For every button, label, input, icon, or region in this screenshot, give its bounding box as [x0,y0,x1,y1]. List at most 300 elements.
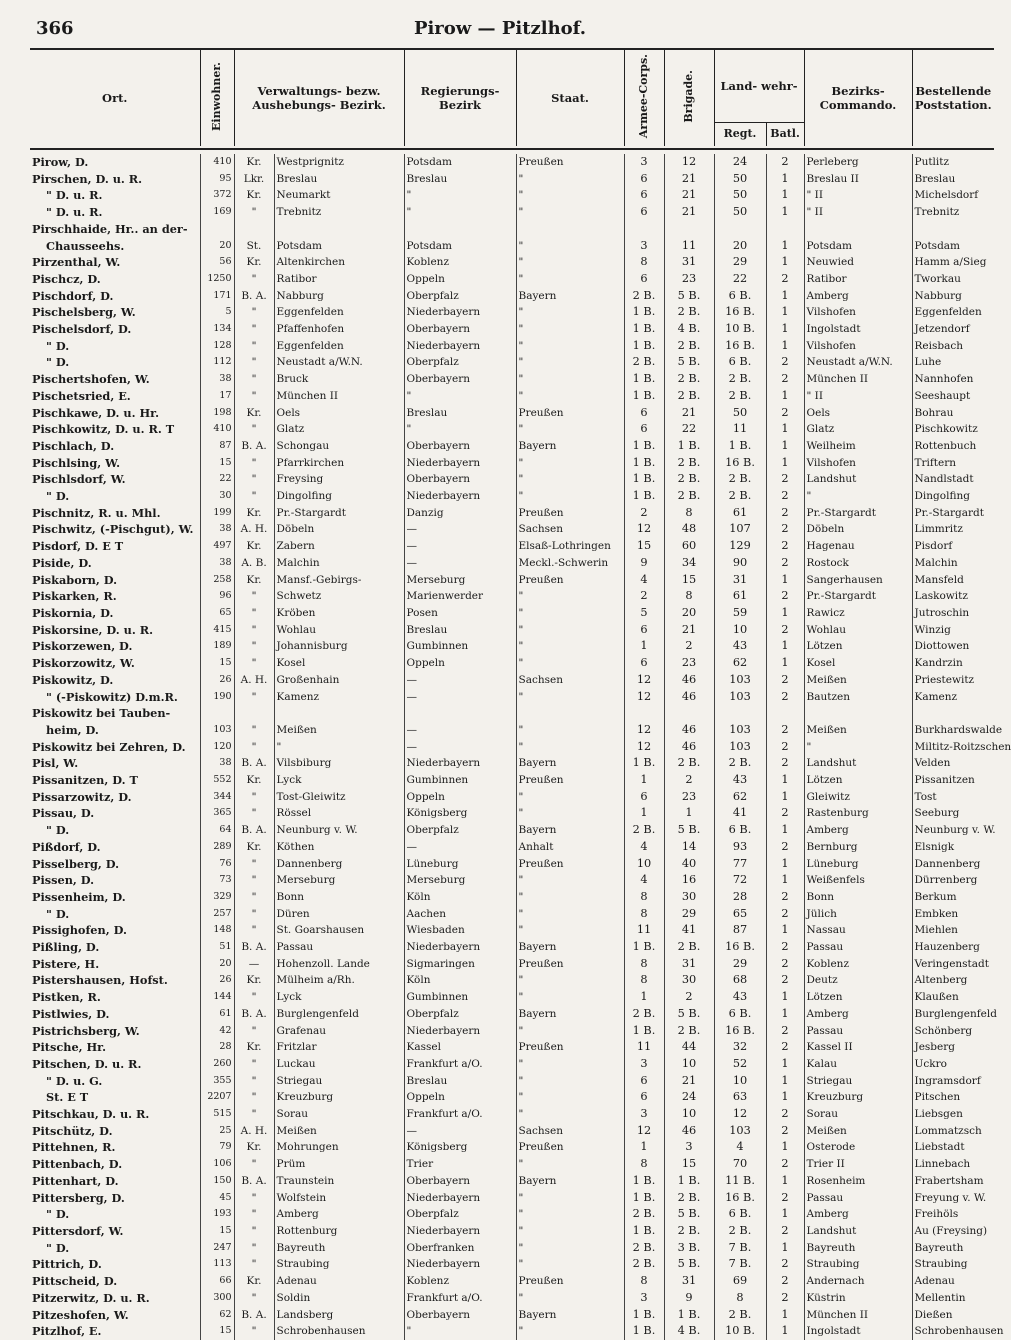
cell-regiment: 10 B. [714,1323,766,1340]
cell-bezirks-commando: Glatz [804,421,912,438]
cell-einwohner: 257 [200,906,234,923]
cell-regiment: 61 [714,505,766,522]
header-rule [30,148,994,150]
cell-armee-corps: 11 [624,922,664,939]
cell-kreis-type: Kr. [234,572,274,589]
cell-regierung: Breslau [404,1073,516,1090]
cell-regiment: 22 [714,271,766,288]
cell-regiment: 29 [714,254,766,271]
cell-bataillon: 1 [766,822,804,839]
cell-ort: Pissanitzen, D. T [32,773,138,788]
cell-poststation: Winzig [912,622,994,639]
cell-poststation: Embken [912,906,994,923]
cell-staat: " [516,1156,624,1173]
cell-verwaltung: Meißen [274,722,404,739]
cell-bezirks-commando: " [804,488,912,505]
cell-ort: Pisselberg, D. [32,856,120,871]
cell-ort: Pirow, D. [32,155,89,169]
cell-einwohner: 497 [200,538,234,555]
cell-bezirks-commando: Kosel [804,655,912,672]
cell-brigade [664,221,714,238]
cell-kreis-type: Kr. [234,1139,274,1156]
cell-armee-corps: 6 [624,622,664,639]
cell-kreis-type: " [234,321,274,338]
cell-armee-corps: 8 [624,1273,664,1290]
cell-poststation: Schönberg [912,1023,994,1040]
cell-staat: Bayern [516,288,624,305]
cell-kreis-type: " [234,455,274,472]
cell-einwohner: 289 [200,839,234,856]
cell-poststation: Kandrzin [912,655,994,672]
cell-bataillon: 2 [766,488,804,505]
cell-kreis-type: " [234,789,274,806]
cell-poststation: Nannhofen [912,371,994,388]
table-row [30,471,994,488]
cell-bataillon: 2 [766,1156,804,1173]
cell-ort: St. E T [46,1090,89,1105]
cell-einwohner: 113 [200,1256,234,1273]
cell-ort: Pittrich, D. [32,1257,102,1272]
cell-bataillon: 1 [766,238,804,255]
cell-bataillon: 2 [766,622,804,639]
cell-armee-corps: 1 B. [624,471,664,488]
cell-bezirks-commando: Neustadt a/W.N. [804,354,912,371]
cell-staat: Preußen [516,1139,624,1156]
cell-staat: " [516,872,624,889]
cell-brigade: 2 B. [664,755,714,772]
cell-bataillon: 1 [766,655,804,672]
cell-brigade: 20 [664,605,714,622]
cell-armee-corps: 12 [624,722,664,739]
cell-regiment: 7 B. [714,1256,766,1273]
cell-bataillon: 1 [766,572,804,589]
cell-brigade: 12 [664,154,714,171]
cell-verwaltung: Merseburg [274,872,404,889]
cell-armee-corps: 1 [624,638,664,655]
cell-ort: Pisdorf, D. E T [32,539,124,554]
cell-einwohner: 415 [200,622,234,639]
cell-verwaltung: Mülheim a/Rh. [274,972,404,989]
cell-regiment: 6 B. [714,1206,766,1223]
cell-regiment: 10 B. [714,321,766,338]
cell-regiment: 59 [714,605,766,622]
cell-regiment: 50 [714,405,766,422]
cell-verwaltung: Großenhain [274,672,404,689]
cell-armee-corps: 6 [624,1089,664,1106]
cell-bezirks-commando: Neuwied [804,254,912,271]
cell-einwohner: 64 [200,822,234,839]
cell-bataillon: 2 [766,1023,804,1040]
cell-brigade: 29 [664,906,714,923]
table-row [30,338,994,355]
cell-armee-corps: 3 [624,1056,664,1073]
cell-verwaltung: Kröben [274,605,404,622]
cell-verwaltung: Sorau [274,1106,404,1123]
cell-poststation: Ingramsdorf [912,1073,994,1090]
table-row [30,1106,994,1123]
cell-einwohner: 329 [200,889,234,906]
cell-kreis-type: " [234,1156,274,1173]
cell-verwaltung: Bruck [274,371,404,388]
cell-bataillon: 2 [766,154,804,171]
cell-poststation: Schrobenhausen [912,1323,994,1340]
table-row [30,588,994,605]
cell-einwohner: 260 [200,1056,234,1073]
cell-verwaltung: Zabern [274,538,404,555]
cell-brigade: 14 [664,839,714,856]
cell-poststation: Rottenbuch [912,438,994,455]
cell-staat: " [516,1290,624,1307]
cell-armee-corps: 4 [624,572,664,589]
cell-poststation: Dürrenberg [912,872,994,889]
cell-bataillon: 2 [766,839,804,856]
cell-verwaltung: Traunstein [274,1173,404,1190]
cell-bezirks-commando: Striegau [804,1073,912,1090]
cell-bezirks-commando: Vilshofen [804,338,912,355]
table-row [30,672,994,689]
cell-bezirks-commando: Meißen [804,1123,912,1140]
cell-poststation: Miehlen [912,922,994,939]
cell-staat: " [516,1323,624,1340]
cell-verwaltung: Kamenz [274,689,404,706]
cell-armee-corps: 6 [624,271,664,288]
cell-armee-corps: 2 B. [624,822,664,839]
cell-einwohner: 198 [200,405,234,422]
cell-regierung: Merseburg [404,572,516,589]
cell-verwaltung: Pfarrkirchen [274,455,404,472]
cell-brigade: 1 B. [664,438,714,455]
cell-ort: Pischlsdorf, W. [32,472,126,487]
cell-verwaltung: Mohrungen [274,1139,404,1156]
cell-bataillon: 1 [766,922,804,939]
cell-bataillon: 2 [766,956,804,973]
header-regt: Regt. [714,122,766,146]
cell-verwaltung: Rössel [274,805,404,822]
cell-ort: Pischlach, D. [32,438,115,453]
cell-verwaltung: Düren [274,906,404,923]
cell-poststation: Jetzendorf [912,321,994,338]
cell-regierung: Sigmaringen [404,956,516,973]
cell-verwaltung: Freysing [274,471,404,488]
table-row [30,171,994,188]
cell-bataillon: 1 [766,304,804,321]
cell-regiment: 50 [714,171,766,188]
cell-verwaltung: Eggenfelden [274,338,404,355]
cell-verwaltung [274,221,404,238]
cell-ort: Pißling, D. [32,940,100,955]
cell-bezirks-commando: Meißen [804,672,912,689]
table-row [30,321,994,338]
cell-regiment: 28 [714,889,766,906]
cell-armee-corps: 6 [624,421,664,438]
cell-einwohner: 120 [200,739,234,756]
cell-bataillon: 1 [766,421,804,438]
cell-regiment: 16 B. [714,1023,766,1040]
cell-poststation: Seeshaupt [912,388,994,405]
cell-verwaltung: Straubing [274,1256,404,1273]
cell-regierung: — [404,672,516,689]
cell-verwaltung: Glatz [274,421,404,438]
cell-armee-corps: 1 B. [624,1307,664,1324]
cell-armee-corps: 11 [624,1039,664,1056]
cell-bezirks-commando: Hagenau [804,538,912,555]
cell-poststation: Klaußen [912,989,994,1006]
cell-staat: " [516,722,624,739]
cell-poststation: Neunburg v. W. [912,822,994,839]
cell-regierung: Oberpfalz [404,354,516,371]
cell-einwohner: 38 [200,755,234,772]
header-landwehr: Land- wehr- [714,50,804,122]
cell-kreis-type: " [234,1290,274,1307]
table-row [30,705,994,722]
cell-brigade: 2 B. [664,388,714,405]
cell-bataillon: 1 [766,204,804,221]
cell-poststation: Hamm a/Sieg [912,254,994,271]
cell-kreis-type: " [234,722,274,739]
cell-poststation: Potsdam [912,238,994,255]
cell-ort: Pistrichsberg, W. [32,1023,140,1038]
table-row [30,405,994,422]
cell-kreis-type: B. A. [234,1173,274,1190]
cell-brigade: 15 [664,1156,714,1173]
cell-armee-corps: 1 B. [624,388,664,405]
cell-regiment: 16 B. [714,338,766,355]
cell-poststation: Elsnigk [912,839,994,856]
cell-armee-corps: 1 B. [624,939,664,956]
cell-regiment: 63 [714,1089,766,1106]
cell-armee-corps: 6 [624,171,664,188]
cell-ort: " (-Piskowitz) D.m.R. [46,689,178,704]
cell-poststation: Velden [912,755,994,772]
cell-regierung: Oberbayern [404,1173,516,1190]
cell-verwaltung: Nabburg [274,288,404,305]
cell-regiment: 32 [714,1039,766,1056]
cell-bezirks-commando: Lötzen [804,772,912,789]
cell-bezirks-commando: Osterode [804,1139,912,1156]
cell-bezirks-commando: Pr.-Stargardt [804,505,912,522]
cell-ort: Pischnitz, R. u. Mhl. [32,505,161,520]
cell-bezirks-commando: Pr.-Stargardt [804,588,912,605]
cell-regierung: Danzig [404,505,516,522]
cell-kreis-type: " [234,906,274,923]
cell-kreis-type: B. A. [234,288,274,305]
cell-ort: Piside, D. [32,555,92,570]
cell-bataillon: 1 [766,388,804,405]
cell-bataillon: 1 [766,638,804,655]
cell-regierung: — [404,555,516,572]
cell-brigade: 1 B. [664,1307,714,1324]
cell-verwaltung: Striegau [274,1073,404,1090]
cell-bataillon [766,221,804,238]
cell-bezirks-commando: Wohlau [804,622,912,639]
cell-bezirks-commando: Rostock [804,555,912,572]
cell-einwohner: 28 [200,1039,234,1056]
cell-bataillon: 1 [766,455,804,472]
cell-regiment: 103 [714,722,766,739]
cell-bezirks-commando: Koblenz [804,956,912,973]
cell-ort: " D. [46,1240,70,1255]
cell-einwohner: 106 [200,1156,234,1173]
header-regierung: Regierungs- Bezirk [404,50,516,146]
cell-poststation: Limmritz [912,521,994,538]
cell-einwohner: 95 [200,171,234,188]
cell-kreis-type [234,705,274,722]
table-row [30,1256,994,1273]
cell-armee-corps: 1 B. [624,1023,664,1040]
cell-einwohner: 150 [200,1173,234,1190]
cell-staat: Preußen [516,572,624,589]
cell-ort: Piskowitz, D. [32,672,114,687]
cell-regierung: — [404,1123,516,1140]
table-row [30,1123,994,1140]
cell-bezirks-commando: Kalau [804,1056,912,1073]
cell-regiment: 29 [714,956,766,973]
cell-poststation: Jutroschin [912,605,994,622]
cell-poststation: Triftern [912,455,994,472]
cell-brigade: 5 B. [664,1206,714,1223]
cell-regiment: 129 [714,538,766,555]
cell-brigade: 21 [664,1073,714,1090]
table-row [30,505,994,522]
cell-einwohner: 15 [200,1223,234,1240]
cell-bezirks-commando: Bautzen [804,689,912,706]
cell-ort: Pitschen, D. u. R. [32,1056,142,1071]
cell-verwaltung: Neunburg v. W. [274,822,404,839]
cell-brigade: 23 [664,271,714,288]
cell-staat: " [516,254,624,271]
cell-bataillon: 2 [766,672,804,689]
cell-regierung: Merseburg [404,872,516,889]
cell-einwohner: 410 [200,154,234,171]
cell-verwaltung: Burglengenfeld [274,1006,404,1023]
cell-armee-corps: 1 B. [624,488,664,505]
cell-einwohner: 128 [200,338,234,355]
cell-kreis-type: " [234,338,274,355]
cell-kreis-type: " [234,689,274,706]
table-row [30,204,994,221]
cell-verwaltung: Passau [274,939,404,956]
table-row [30,388,994,405]
cell-armee-corps: 8 [624,972,664,989]
cell-bataillon: 1 [766,872,804,889]
cell-armee-corps: 6 [624,1073,664,1090]
cell-kreis-type: " [234,1206,274,1223]
cell-bezirks-commando: Amberg [804,822,912,839]
cell-ort: Chausseehs. [46,238,125,253]
table-row [30,1173,994,1190]
cell-brigade: 2 B. [664,1223,714,1240]
cell-staat: " [516,455,624,472]
cell-regiment: 43 [714,989,766,1006]
table-row [30,1073,994,1090]
cell-poststation: Nabburg [912,288,994,305]
cell-bataillon: 2 [766,1123,804,1140]
header-einwohner: Einwohner. [210,61,224,131]
cell-staat: " [516,1223,624,1240]
cell-regiment: 61 [714,588,766,605]
cell-poststation: Berkum [912,889,994,906]
cell-bezirks-commando: Trier II [804,1156,912,1173]
cell-ort: Pirzenthal, W. [32,255,121,270]
cell-brigade: 21 [664,405,714,422]
cell-bataillon: 2 [766,689,804,706]
cell-poststation: Dannenberg [912,856,994,873]
cell-verwaltung: Malchin [274,555,404,572]
cell-ort: Pitzerwitz, D. u. R. [32,1290,150,1305]
cell-kreis-type: " [234,655,274,672]
cell-einwohner: 410 [200,421,234,438]
cell-verwaltung: Rottenburg [274,1223,404,1240]
cell-regiment: 93 [714,839,766,856]
cell-bezirks-commando [804,221,912,238]
cell-regierung: Niederbayern [404,455,516,472]
cell-verwaltung: Fritzlar [274,1039,404,1056]
cell-verwaltung: Wolfstein [274,1190,404,1207]
cell-brigade: 5 B. [664,822,714,839]
cell-poststation: Tworkau [912,271,994,288]
cell-brigade: 21 [664,204,714,221]
cell-armee-corps: 1 B. [624,1323,664,1340]
cell-bataillon: 1 [766,989,804,1006]
page-number: 366 [36,18,74,39]
cell-regiment: 2 B. [714,471,766,488]
cell-kreis-type: B. A. [234,939,274,956]
table-row [30,772,994,789]
cell-einwohner: 103 [200,722,234,739]
cell-regiment: 52 [714,1056,766,1073]
cell-regierung: Oppeln [404,655,516,672]
cell-brigade: 2 [664,772,714,789]
cell-bataillon: 2 [766,739,804,756]
cell-kreis-type: " [234,371,274,388]
cell-brigade: 24 [664,1089,714,1106]
cell-regierung: Niederbayern [404,304,516,321]
cell-regierung: Oppeln [404,789,516,806]
cell-poststation: Burglengenfeld [912,1006,994,1023]
cell-bataillon: 1 [766,1056,804,1073]
cell-poststation: Lommatzsch [912,1123,994,1140]
cell-verwaltung: Landsberg [274,1307,404,1324]
table-row [30,839,994,856]
cell-staat: " [516,321,624,338]
cell-kreis-type: A. H. [234,672,274,689]
cell-bataillon: 2 [766,755,804,772]
cell-ort: Pittehnen, R. [32,1140,116,1155]
cell-kreis-type: " [234,605,274,622]
cell-ort: Piskorsine, D. u. R. [32,622,154,637]
cell-armee-corps: 3 [624,1106,664,1123]
cell-brigade: 2 B. [664,338,714,355]
cell-bataillon: 2 [766,939,804,956]
cell-regiment: 6 B. [714,822,766,839]
cell-einwohner: 96 [200,588,234,605]
cell-poststation: Michelsdorf [912,187,994,204]
cell-verwaltung: Bayreuth [274,1240,404,1257]
cell-brigade: 21 [664,171,714,188]
cell-bataillon: 1 [766,605,804,622]
cell-einwohner: 26 [200,672,234,689]
cell-armee-corps: 12 [624,521,664,538]
cell-regierung: Niederbayern [404,1256,516,1273]
cell-poststation: Hauzenberg [912,939,994,956]
cell-bezirks-commando: Sorau [804,1106,912,1123]
cell-einwohner: 42 [200,1023,234,1040]
cell-staat: Elsaß-Lothringen [516,538,624,555]
cell-poststation: Trebnitz [912,204,994,221]
cell-poststation: Altenberg [912,972,994,989]
cell-ort: Piskowitz bei Zehren, D. [32,739,186,754]
table-row [30,1323,994,1340]
